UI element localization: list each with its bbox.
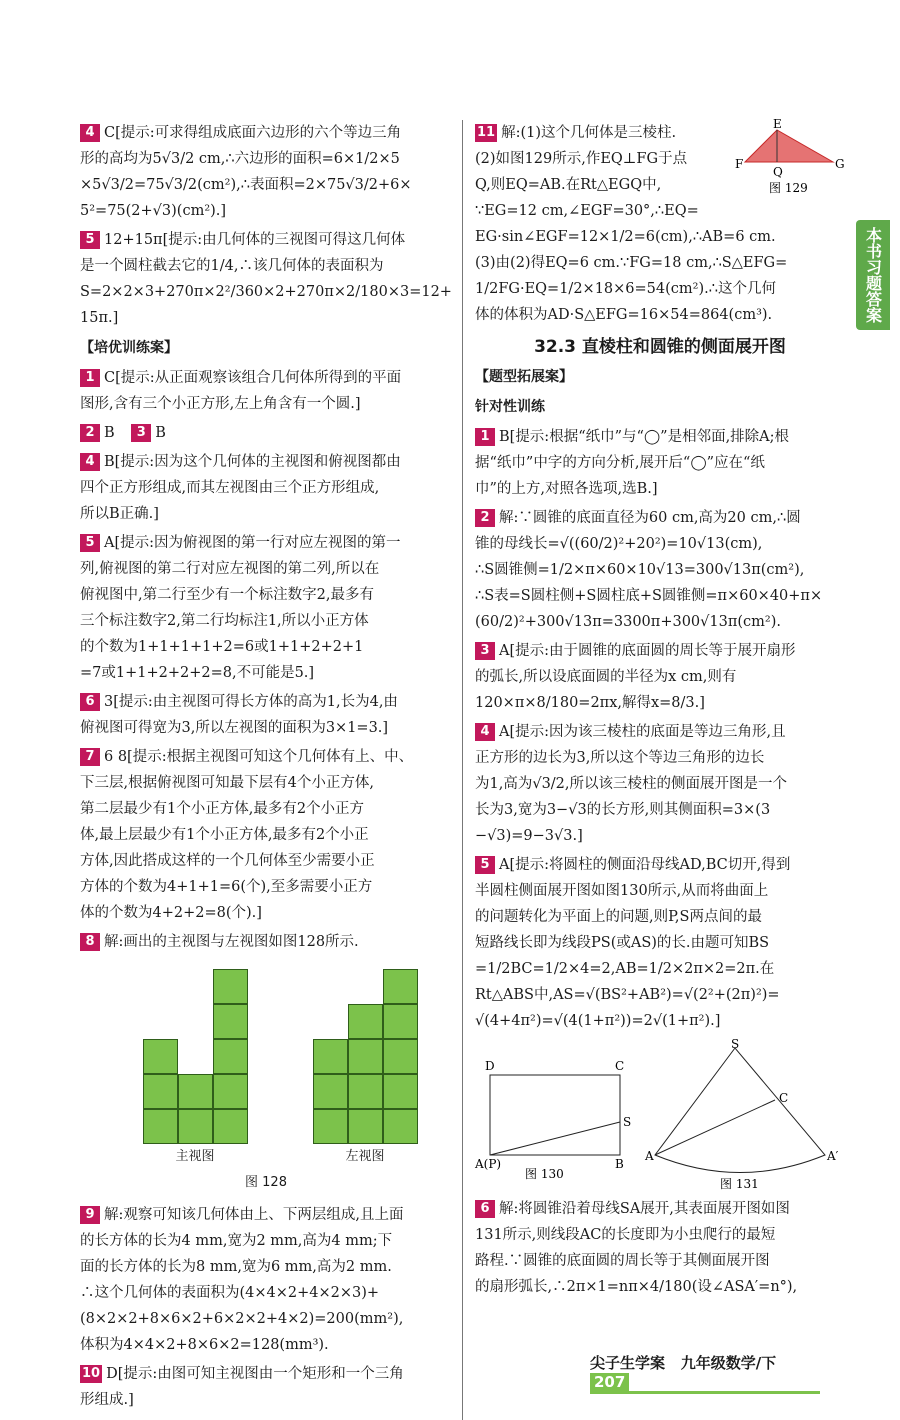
grid-square [348,1004,383,1039]
question-number: 6 [475,1200,495,1218]
answer-line [80,660,452,686]
grid-square [383,969,418,1004]
answer-item [80,449,452,527]
left-items-2 [80,365,452,955]
answer-line [80,449,452,475]
answer-line [80,874,452,900]
footer-brand: 尖子生学案 [590,1354,666,1372]
footer [590,1352,820,1394]
answer-text: 的弧长,所以设底面圆的半径为x cm,则有 [475,669,737,685]
answer-text: 3[提示:由主视图可得长方体的高为1,长为4,由 [104,694,398,710]
answer-line [80,227,452,253]
question-number: 9 [80,1206,100,1224]
answer-line [80,608,452,634]
answer-line [475,1196,845,1222]
answer-text: 三个标注数字2,第二行均标注1,所以小正方体 [80,613,369,629]
grid-square [383,1004,418,1039]
answer-text: ∵EG=12 cm,∠EGF=30°,∴EQ= [475,203,699,219]
footer-grade: 九年级数学/下 [680,1354,777,1372]
answer-text: 120×π×8/180=2πx,解得x=8/3.] [475,695,705,711]
grid-square [213,1004,248,1039]
answer-line [80,198,452,224]
answer-text: =1/2BC=1/2×4=2,AB=1/2×2π×2=2π.在 [475,961,775,977]
answer-text: 体的个数为4+2+2=8(个).] [80,905,262,921]
answer-line [475,956,845,982]
answer-text: 方体的个数为4+1+1=6(个),至多需要小正方 [80,879,373,895]
right-column [475,117,845,1303]
answer-text: 解:∵圆锥的底面直径为60 cm,高为20 cm,∴圆 [499,510,801,526]
answer-line [80,1202,452,1228]
answer-text: 的个数为1+1+1+1+2=6或1+1+2+2+1 [80,639,364,655]
answer-item [80,929,452,955]
answer-text: =7或1+1+2+2+2=8,不可能是5.] [80,665,315,681]
answer-item [80,420,452,446]
answer-text: 形组成.] [80,1392,134,1408]
answer-text: 是一个圆柱截去它的1/4,∴该几何体的表面积为 [80,258,384,274]
answer-text: 12+15π[提示:由几何体的三视图可得这几何体 [104,232,406,248]
answer-text: 的问题转化为平面上的问题,则P,S两点间的最 [475,909,762,925]
grid-square [213,969,248,1004]
answer-text: 体,最上层最少有1个小正方体,最多有2个小正 [80,827,369,843]
answer-item [475,852,845,1034]
answer-line [80,365,452,391]
answer-line [475,638,845,664]
answer-text: 路程.∵圆锥的底面圆的周长等于其侧面展开图 [475,1253,770,1269]
answer-text: ∴这个几何体的表面积为(4×4×2+4×2×3)+ [80,1285,380,1301]
question-number: 5 [475,856,495,874]
grid-square [213,1109,248,1144]
left-items-1 [80,120,452,331]
answer-text: 四个正方形组成,而其左视图由三个正方形组成, [80,480,380,496]
answer-text: A[提示:将圆柱的侧面沿母线AD,BC切开,得到 [499,857,791,873]
answer-line [475,1008,845,1034]
answer-text: ×5√3/2=75√3/2(cm²),∴表面积=2×75√3/2+6× [80,177,412,193]
answer-text: 第二层最少有1个小正方体,最多有2个小正方 [80,801,365,817]
answer-item [475,719,845,849]
answer-text: 锥的母线长=√((60/2)²+20²)=10√13(cm), [475,536,763,552]
fig129-caption: 图 129 [769,181,808,195]
answer-text: ∴S圆锥侧=1/2×π×60×10√13=300√13π(cm²), [475,562,805,578]
fig130-label-c: C [615,1059,625,1073]
answer-line [475,797,845,823]
front-view-label: 主视图 [175,1149,215,1164]
question-number: 7 [80,748,100,766]
answer-line [80,1254,452,1280]
answer-text: (3)由(2)得EQ=6 cm.∵FG=18 cm,∴S△EFG= [475,255,788,271]
answer-line [475,904,845,930]
answer-text: 正方形的边长为3,所以这个等边三角形的边长 [475,750,765,766]
answer-line [80,796,452,822]
answer-line [475,878,845,904]
answer-line [475,276,845,302]
answer-line [80,770,452,796]
answer-line [80,848,452,874]
answer-text: (8×2×2+8×6×2+6×2×2+4×2)=200(mm²), [80,1311,404,1327]
grid-square [143,1039,178,1074]
grid-square [348,1074,383,1109]
fig131-label-c: C [779,1091,789,1105]
grid-square [178,1109,213,1144]
answer-text: 俯视图可得宽为3,所以左视图的面积为3×1=3.] [80,720,389,736]
answer-item [80,530,452,686]
answer-line [475,531,845,557]
fig129-label-q: Q [773,165,783,179]
answer-line [80,689,452,715]
answer-item [475,1196,845,1300]
answer-line [80,279,452,305]
answer-line [475,609,845,635]
grid-square [313,1109,348,1144]
left-column [80,120,452,1416]
answer-text: A[提示:由于圆锥的底面圆的周长等于展开扇形 [499,643,796,659]
left-view-grid [313,969,418,1144]
answer-text: B[提示:根据“纸巾”与“◯”是相邻面,排除A;根 [499,429,790,445]
answer-text: 巾”的上方,对照各选项,选B.] [475,481,658,497]
question-number: 5 [80,534,100,552]
answer-line [475,852,845,878]
figure-128-caption: 图 128 [245,1175,287,1190]
grid-square [348,1039,383,1074]
answer-line [475,450,845,476]
answer-item [80,227,452,331]
answer-line [80,172,452,198]
front-view-grid [143,969,248,1144]
answer-text: EG·sin∠EGF=12×1/2=6(cm),∴AB=6 cm. [475,229,776,245]
answer-line [475,982,845,1008]
answer-line [80,253,452,279]
answer-line [80,1361,452,1387]
fig129-label-e: E [773,117,782,131]
answer-text: (2)如图129所示,作EQ⊥FG于点 [475,151,688,167]
answer-text: 下三层,根据俯视图可知最下层有4个小正方体, [80,775,374,791]
answer-line [80,582,452,608]
answer-text: 方体,因此搭成这样的一个几何体至少需要小正 [80,853,375,869]
answer-line [475,250,845,276]
grid-square [313,1039,348,1074]
answer-line [80,146,452,172]
answer-text: 体的体积为AD·S△EFG=16×54=864(cm³). [475,307,773,323]
answer-text: 短路线长即为线段PS(或AS)的长.由题可知BS [475,935,770,951]
answer-line [80,822,452,848]
section-heading-tuozhan: 【题型拓展案】 [475,369,573,385]
question-number: 3 [475,642,495,660]
fig131-label-s: S [731,1037,740,1051]
fig131-label-a: A [645,1149,654,1163]
answer-line [475,719,845,745]
grid-square [383,1109,418,1144]
answer-text: Q,则EQ=AB.在Rt△EGQ中, [475,177,662,193]
answer-line [80,715,452,741]
answer-line [475,745,845,771]
answer-text: C[提示:可求得组成底面六边形的六个等边三角 [104,125,402,141]
answer-item [80,744,452,926]
answer-line [475,424,845,450]
answer-line [80,1280,452,1306]
right-items-3 [475,1196,845,1300]
left-items-3 [80,1202,452,1413]
answer-line [475,224,845,250]
answer-text: 半圆柱侧面展开图如图130所示,从而将曲面上 [475,883,769,899]
answer-line [475,664,845,690]
grid-square [178,1074,213,1109]
question-number: 2 [80,424,100,442]
answer-line [80,556,452,582]
grid-square [213,1074,248,1109]
grid-gap [178,1039,213,1074]
answer-line [475,690,845,716]
question-number: 4 [80,124,100,142]
answer-line [80,744,452,770]
fig129-label-g: G [835,157,845,171]
grid-square [313,1074,348,1109]
fig130-label-ap: A(P) [475,1157,502,1171]
answer-item [475,424,845,502]
grid-square [213,1039,248,1074]
answer-line [80,530,452,556]
question-number: 1 [475,428,495,446]
answer-line [475,823,845,849]
answer-text: (60/2)²+300√13π=3300π+300√13π(cm²). [475,614,781,630]
answer-line [475,505,845,531]
question-number: 2 [475,509,495,527]
answer-line [475,1248,845,1274]
grid-gap [178,969,213,1004]
answer-text: 俯视图中,第二行至少有一个标注数字2,最多有 [80,587,374,603]
fig131-caption: 图 131 [720,1177,759,1191]
grid-gap [143,1004,178,1039]
right-items-2 [475,424,845,1034]
answer-text: A[提示:因为俯视图的第一行对应左视图的第一 [104,535,401,551]
answer-text: 形的高均为5√3/2 cm,∴六边形的面积=6×1/2×5 [80,151,400,167]
fig130-label-b: B [615,1157,624,1171]
figures-130-131 [475,1037,845,1191]
question-number: 10 [82,1366,101,1381]
answer-text: 的扇形弧长,∴2π×1=nπ×4/180(设∠ASA′=n°), [475,1279,798,1295]
question-number: 4 [475,723,495,741]
section-heading-peiyou: 【培优训练案】 [80,340,178,356]
answer-item [80,365,452,417]
answer-text: 131所示,则线段AC的长度即为小虫爬行的最短 [475,1227,776,1243]
question-number: 11 [477,125,496,140]
figure-128 [110,969,450,1170]
grid-gap [143,969,178,1004]
answer-item [475,505,845,635]
fig130-label-s: S [623,1115,632,1129]
answer-text: 图形,含有三个小正方形,左上角含有一个圆.] [80,396,361,412]
answer-line [475,476,845,502]
answer-item [475,638,845,716]
answer-text: 解:将圆锥沿着母线SA展开,其表面展开图如图 [499,1201,790,1217]
grid-gap [178,1004,213,1039]
fig129-label-f: F [735,157,744,171]
section-title: 32.3 直棱柱和圆锥的侧面展开图 [534,337,786,357]
answer-text: 解:(1)这个几何体是三棱柱. [501,125,677,141]
subsection-heading: 针对性训练 [475,399,545,415]
answer-text: S=2×2×3+270π×2²/360×2+270π×2/180×3=12+ [80,284,452,300]
question-number: 5 [80,231,100,249]
answer-text: Rt△ABS中,AS=√(BS²+AB²)=√(2²+(2π)²)= [475,987,780,1003]
answer-line [80,475,452,501]
question-number: 6 [80,693,100,711]
page-number: 207 [590,1373,629,1391]
answer-text: ∴S表=S圆柱侧+S圆柱底+S圆锥侧=π×60×40+π× [475,588,823,604]
answer-line [475,930,845,956]
answer-item [80,1202,452,1358]
left-view-label: 左视图 [345,1149,385,1164]
answer-text: 1/2FG·EQ=1/2×18×6=54(cm²).∴这个几何 [475,281,776,297]
grid-square [383,1074,418,1109]
answer-text: 面的长方体的长为8 mm,宽为6 mm,高为2 mm. [80,1259,392,1275]
figure-130 [475,1040,632,1181]
answer-line [80,900,452,926]
answer-line [475,1222,845,1248]
grid-gap [313,1004,348,1039]
answer-text: C[提示:从正面观察该组合几何体所得到的平面 [104,370,402,386]
fig131-label-a-prime: A′ [827,1149,839,1163]
answer-item [80,120,452,224]
answer-line [80,634,452,660]
answer-text: 为1,高为√3/2,所以该三棱柱的侧面展开图是一个 [475,776,788,792]
column-divider [462,120,463,1420]
answer-line [80,305,452,331]
answer-line [475,198,845,224]
side-tab: 本书习题答案 [856,220,890,330]
grid-square [143,1109,178,1144]
answer-text: B [155,425,166,441]
answer-text: D[提示:由图可知主视图由一个矩形和一个三角 [106,1366,404,1382]
answer-text: √(4+4π²)=√(4(1+π²))=2√(1+π²).] [475,1013,721,1029]
question-number: 1 [80,369,100,387]
answer-line [80,1306,452,1332]
grid-square [348,1109,383,1144]
answer-line [475,302,845,328]
question-number: 8 [80,933,100,951]
fig130-label-d: D [485,1059,495,1073]
answer-item [80,1361,452,1413]
answer-line [80,420,452,446]
grid-square [383,1039,418,1074]
answer-line [80,391,452,417]
answer-line [80,120,452,146]
grid-gap [313,969,348,1004]
question-number: 4 [80,453,100,471]
answer-text: −√3)=9−3√3.] [475,828,583,844]
answer-line [475,583,845,609]
grid-square [143,1074,178,1109]
answer-text: 所以B正确.] [80,506,159,522]
answer-text: 5²=75(2+√3)(cm²).] [80,203,227,219]
answer-line [475,771,845,797]
fig130-caption: 图 130 [525,1167,564,1181]
answer-text: 15π.] [80,310,119,326]
question-number: 3 [131,424,151,442]
answer-line [80,501,452,527]
figure-131 [645,1037,845,1191]
answer-line [80,1228,452,1254]
answer-line [80,1332,452,1358]
answer-line [475,557,845,583]
answer-text: 解:观察可知该几何体由上、下两层组成,且上面 [104,1207,404,1223]
answer-text: 解:画出的主视图与左视图如图128所示. [104,934,359,950]
answer-text: 据“纸巾”中字的方向分析,展开后“◯”应在“纸 [475,455,765,471]
answer-line [80,1387,452,1413]
answer-item [80,689,452,741]
answer-text: 长为3,宽为3−√3的长方形,则其侧面积=3×(3 [475,802,771,818]
answer-text: 体积为4×4×2+8×6×2=128(mm³). [80,1337,329,1353]
answer-text: 6 8[提示:根据主视图可知这个几何体有上、中、 [104,749,414,765]
answer-text: 列,俯视图的第二行对应左视图的第二列,所以在 [80,561,380,577]
figure-129 [735,117,845,200]
answer-text: 的长方体的长为4 mm,宽为2 mm,高为4 mm;下 [80,1233,393,1249]
answer-text: A[提示:因为该三棱柱的底面是等边三角形,且 [499,724,786,740]
answer-text: B[提示:因为这个几何体的主视图和俯视图都由 [104,454,401,470]
answer-text: B [104,425,115,441]
grid-gap [348,969,383,1004]
answer-line [475,1274,845,1300]
answer-line [80,929,452,955]
